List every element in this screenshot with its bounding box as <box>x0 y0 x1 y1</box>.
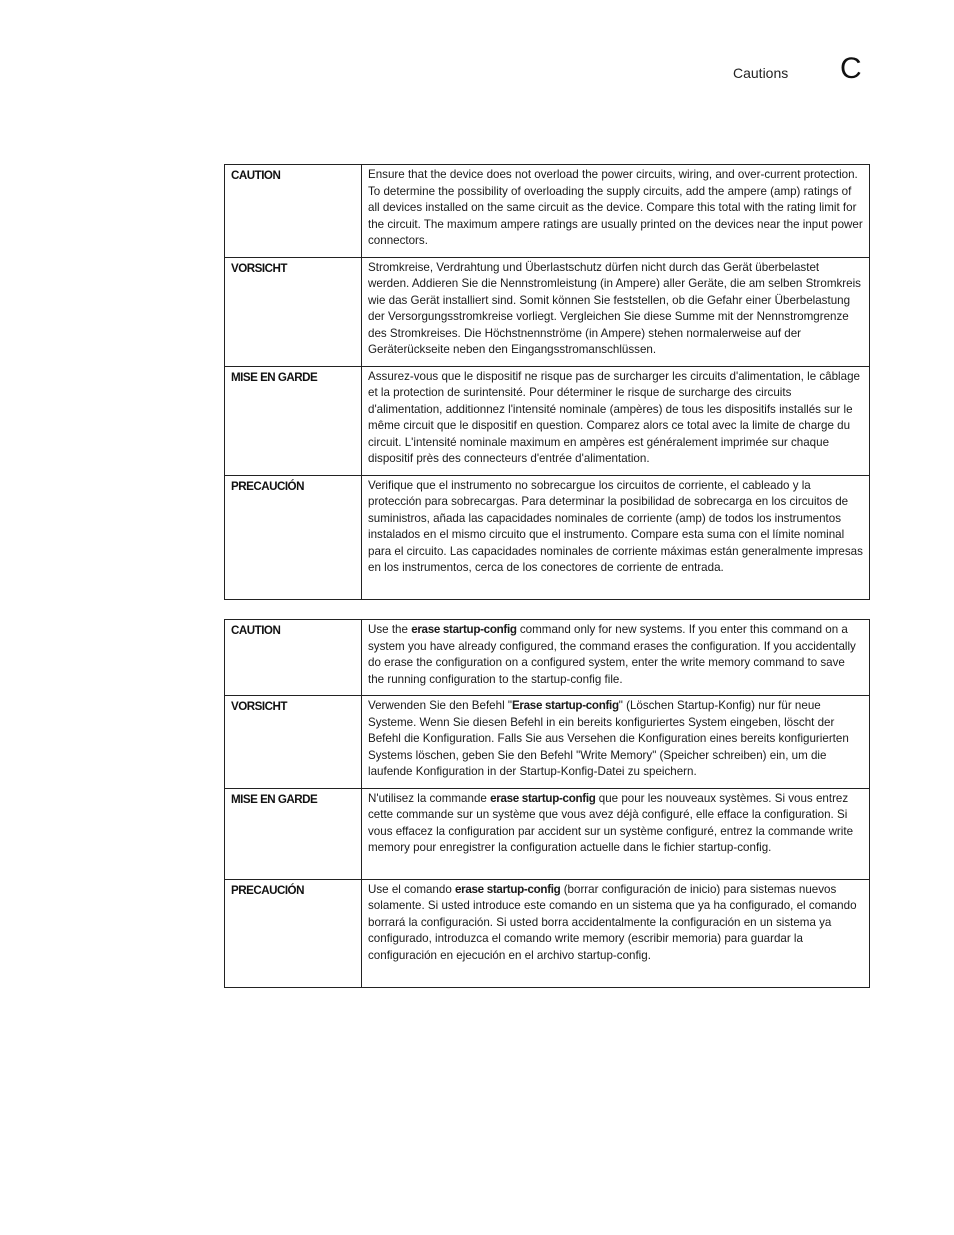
caution-text: Ensure that the device does not overload the power circuits, wiring, and over-current protection. To determine the possibility of overloading the supply circuits, add the ampere (amp) ratings of all devices installed on the same circuit as the device. Compare this total with the rating limit for the circuit. The maximum ampere ratings are usually printed on the devices near the input power connectors. <box>362 165 870 258</box>
caution-row <box>225 366 870 475</box>
text-after-command: (borrar configuración de inicio) para sistemas nuevos solamente. Si usted introduce este comando en un sistema que ya ha configurado, el comando borrará la configuración. Si usted borra accidentalmente la configuración en un sistema ya configurado, introduzca el comando write memory (escribir memoria) para guardar la configuración en ejecución en el archivo startup-config. <box>368 882 857 962</box>
caution-text <box>362 788 870 879</box>
caution-label: PRECAUCIÓN <box>225 475 362 599</box>
text-after-command: que pour les nouveaux systèmes. Si vous entrez cette commande sur un système que vous avez déjà configuré, elle efface la configuration. Si vous effacez la configuration par accident sur un système configuré, entrez la commande write memory pour enregistrer la configuration actuelle dans le fichier startup-config. <box>368 791 854 854</box>
text-before-command: Use the <box>368 623 412 636</box>
command-name: erase startup-config <box>455 882 561 896</box>
caution-label: CAUTION <box>225 620 362 696</box>
erase-config-caution-table <box>224 619 870 988</box>
caution-row <box>225 475 870 599</box>
caution-row <box>225 165 870 258</box>
text-after-command: " (Löschen Startup-Konfig) nur für neue Systeme. Wenn Sie diesen Befehl in ein bereits konfiguriertes System eingeben, löscht der Befehl die Konfiguration. Falls Sie aus Versehen die Konfiguration eines bereits konfigurierten Systems löschen, geben Sie den Befehl "Write Memory" (Speicher schreiben) ein, um die laufende Konfiguration in der Startup-Konfig-Datei zu speichern. <box>368 699 849 778</box>
text-after-command: command only for new systems. If you enter this command on a system you have already configured, the command erases the configuration. If you accidentally do erase the configuration on a configured system, enter the write memory command to save the running configuration to the startup-config file. <box>368 623 856 686</box>
appendix-letter: C <box>840 52 862 85</box>
power-caution-table <box>224 164 870 600</box>
caution-label: MISE EN GARDE <box>225 788 362 879</box>
caution-text: Stromkreise, Verdrahtung und Überlastschutz dürfen nicht durch das Gerät überbelastet werden. Addieren Sie die Nennstromleistung (in Ampere) aller Geräte, die am selben Stromkreis wie das Gerät installiert sind. Somit können Sie feststellen, ob die Gefahr einer Überbelastung der Versorgungsstromkreise vorliegt. Vergleichen Sie diese Summe mit der Nennstromgrenze des Stromkreises. Die Höchstnennströme (in Ampere) stehen normalerweise auf der Geräterückseite neben den Eingangsstromanschlüssen. <box>362 257 870 366</box>
caution-label: VORSICHT <box>225 696 362 789</box>
section-title: Cautions <box>733 65 789 81</box>
caution-row <box>225 257 870 366</box>
caution-text: Verifique que el instrumento no sobrecargue los circuitos de corriente, el cableado y la protección para sobrecargas. Para determinar la posibilidad de sobrecarga en los circuitos de suministros, añada las capacidades nominales de corriente (amp) de todos los instrumentos instalados en el mismo circuito que el instrumento. Compare esta suma con el límite nominal para el circuito. Las capacidades nominales de corriente máximas están generalmente impresas en los instrumentos, cerca de los conectores de corriente de entrada. <box>362 475 870 599</box>
caution-row <box>225 879 870 987</box>
caution-row <box>225 620 870 696</box>
text-before-command: N'utilisez la commande <box>368 791 491 805</box>
command-name: erase startup-config <box>411 623 517 636</box>
text-before-command: Use el comando <box>368 882 455 896</box>
text-before-command: Verwenden Sie den Befehl " <box>368 699 512 712</box>
caution-label: CAUTION <box>225 165 362 258</box>
caution-text <box>362 879 870 987</box>
caution-text: Assurez-vous que le dispositif ne risque pas de surcharger les circuits d'alimentation, le câblage et la protection de surintensité. Pour déterminer le risque de surcharge des circuits d'alimentation, additionnez l'intensité nominale (ampères) de tous les dispositifs installés sur le même circuit que le dispositif en question. Comparez alors ce total avec la limite de charge du circuit. L'intensité nominale maximum en ampères est généralement imprimée sur chaque dispositif près des connecteurs d'entrée d'alimentation. <box>362 366 870 475</box>
command-name: erase startup-config <box>490 791 596 805</box>
caution-label: VORSICHT <box>225 257 362 366</box>
caution-label: PRECAUCIÓN <box>225 879 362 987</box>
caution-label: MISE EN GARDE <box>225 366 362 475</box>
caution-text <box>362 620 870 696</box>
caution-row <box>225 696 870 789</box>
caution-text <box>362 696 870 789</box>
command-name: Erase startup-config <box>512 699 619 712</box>
caution-row <box>225 788 870 879</box>
